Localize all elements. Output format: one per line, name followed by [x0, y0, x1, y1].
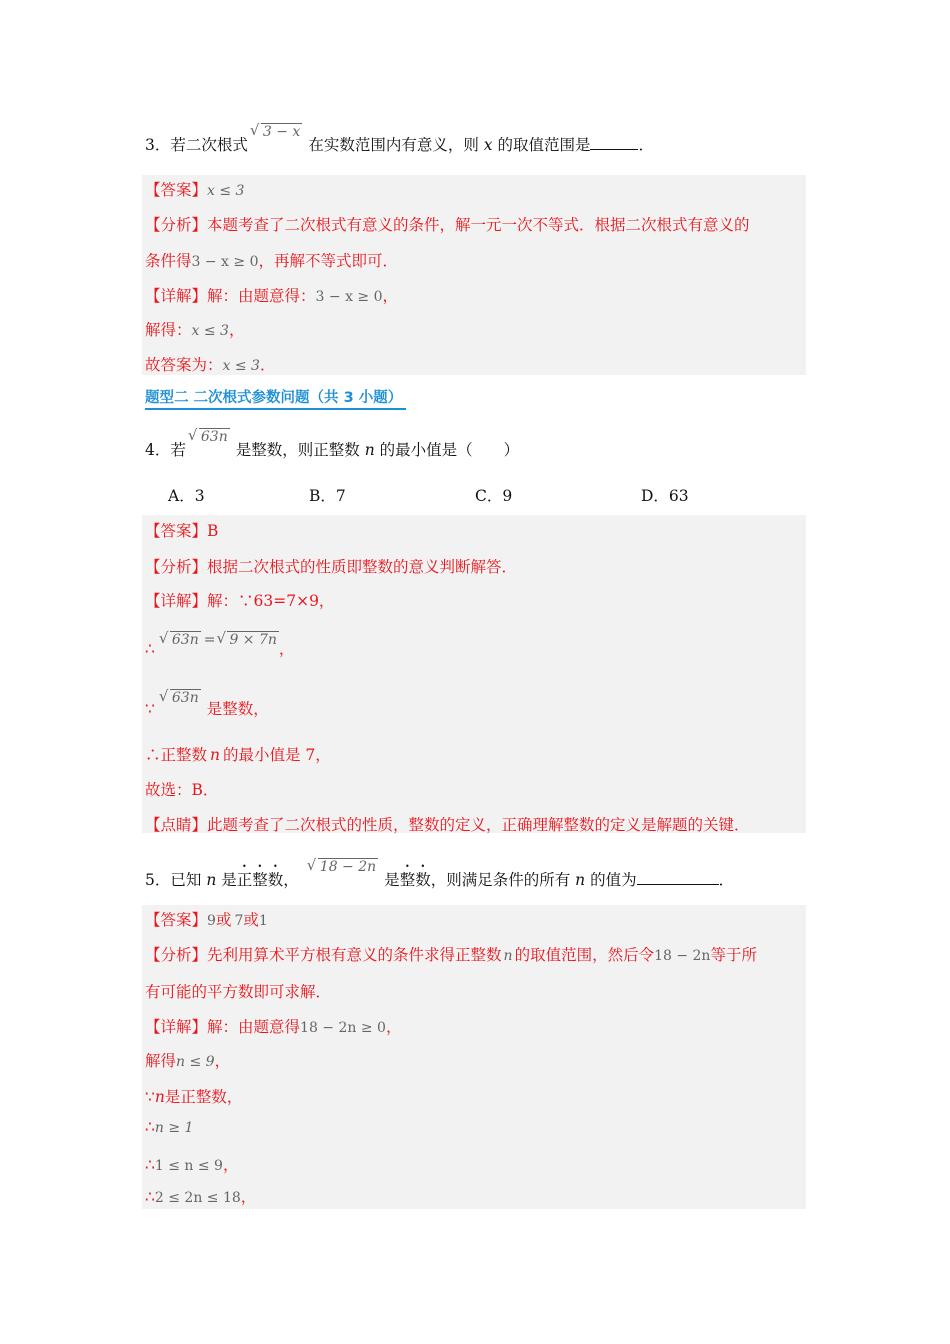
- detail-tag: 【详解】: [145, 592, 208, 610]
- detail-line-6: ∴2 ≤ 2n ≤ 18，: [145, 1188, 257, 1206]
- detail-line: 【详解】解：∵63=7×9，: [145, 592, 335, 610]
- detail-line-5: 故选：B．: [145, 781, 219, 799]
- detail-line: 【详解】解：由题意得18 − 2n ≥ 0，: [145, 1018, 402, 1036]
- solution-box-4: [142, 515, 806, 833]
- section-title: 题型二 二次根式参数问题（共 3 小题）: [145, 386, 402, 407]
- inequality: 3 − x ≥ 0: [191, 254, 259, 270]
- emphasized-text: 正整数: [236, 871, 284, 889]
- answer-tag: 【答案】: [145, 911, 208, 929]
- question-4: [145, 429, 520, 460]
- therefore-symbol: ∴: [145, 640, 155, 658]
- question-text: 在实数范围内有意义，则: [308, 136, 479, 154]
- analysis-text: 本题考查了二次根式有意义的条件，解一元一次不等式．根据二次根式有意义的: [207, 216, 750, 234]
- question-5: [145, 859, 735, 890]
- answer-value: B: [207, 522, 219, 540]
- answer-line: 【答案】9或 7或1: [145, 911, 268, 929]
- detail-line-3: 故答案为：x ≤ 3．: [145, 356, 276, 374]
- question-text: 是: [221, 871, 237, 889]
- variable-n: n: [206, 871, 217, 889]
- analysis-tag: 【分析】: [145, 946, 208, 964]
- detail-line: 【详解】解：由题意得：3 − x ≥ 0，: [145, 287, 399, 305]
- solution-box-3: [142, 175, 806, 375]
- comment-tag: 【点睛】: [145, 816, 208, 834]
- comment-text: 此题考查了二次根式的性质，整数的定义，正确理解整数的定义是解题的关键．: [207, 816, 750, 834]
- option-c: C．9: [475, 487, 513, 505]
- analysis-text: 根据二次根式的性质即整数的意义判断解答．: [207, 558, 518, 576]
- question-number: 5．: [145, 871, 171, 889]
- variable-x: x: [483, 136, 493, 154]
- option-d: D．63: [641, 487, 689, 505]
- answer-line: [145, 178, 244, 200]
- detail-line-4: ∴n ≥ 1: [145, 1118, 194, 1136]
- option-a: A．3: [168, 487, 205, 505]
- question-text: 的最小值是（ ）: [379, 441, 520, 459]
- question-text: 的取值范围是: [497, 136, 591, 154]
- analysis-tag: 【分析】: [145, 216, 208, 234]
- analysis-line-2: 条件得3 − x ≥ 0，再解不等式即可．: [145, 252, 399, 270]
- radical-expression: √ 63n: [190, 429, 230, 445]
- radical-expression: √ 3 − x: [252, 124, 302, 140]
- radical-expression: √ 18 − 2n: [309, 859, 378, 875]
- detail-line-5: ∴1 ≤ n ≤ 9，: [145, 1156, 239, 1174]
- solution-box-5: [142, 905, 806, 1209]
- detail-line-4: ∴正整数 n 的最小值是 7，: [145, 746, 331, 764]
- question-number: 4．: [145, 441, 171, 459]
- analysis-line: [145, 555, 517, 577]
- emphasized-text: 整数: [399, 871, 431, 889]
- period: ．: [638, 136, 654, 154]
- detail-tag: 【详解】: [145, 287, 208, 305]
- question-text: ，则满足条件的所有: [430, 871, 571, 889]
- radical-left: √ 63n: [161, 632, 201, 648]
- answer-tag: 【答案】: [145, 181, 208, 199]
- answer-line: [145, 519, 218, 541]
- analysis-line-2: 有可能的平方数即可求解．: [145, 983, 332, 1001]
- radical-right: √ 9 × 7n: [218, 632, 278, 648]
- comment-line: [145, 813, 750, 835]
- period: ．: [718, 871, 735, 889]
- detail-line-2: 解得n ≤ 9，: [145, 1052, 231, 1070]
- inequality: 3 − x ≥ 0: [315, 289, 383, 305]
- question-text: 若: [170, 441, 186, 459]
- question-text: 是: [384, 871, 400, 889]
- variable-n: n: [575, 871, 586, 889]
- question-number: 3．: [145, 136, 171, 154]
- analysis-line: [145, 213, 750, 235]
- option-b: B．7: [309, 487, 346, 505]
- detail-line-2: ∴√ 63n =√ 9 × 7n ，: [145, 627, 294, 649]
- analysis-line: 【分析】先利用算术平方根有意义的条件求得正整数 n 的取值范围，然后令18 − 2n等于所: [145, 946, 757, 964]
- comma: ，: [283, 871, 299, 889]
- detail-line-2: 解得：x ≤ 3，: [145, 321, 245, 339]
- question-text: 是整数，则正整数: [235, 441, 360, 459]
- answer-blank: [637, 870, 719, 885]
- answer-value: x ≤ 3: [207, 183, 245, 199]
- because-symbol: ∵: [145, 700, 155, 718]
- question-3: [145, 124, 654, 155]
- answer-tag: 【答案】: [145, 522, 208, 540]
- question-text: 的值为: [590, 871, 637, 889]
- variable-n: n: [364, 441, 375, 459]
- question-text: 已知: [170, 871, 202, 889]
- radical-expression: √ 63n: [161, 690, 201, 706]
- detail-line-3: ∵n是正整数，: [145, 1088, 243, 1106]
- question-text: 若二次根式: [170, 136, 248, 154]
- detail-line-3: ∵√ 63n是整数，: [145, 685, 269, 707]
- answer-blank: [590, 135, 638, 150]
- detail-tag: 【详解】: [145, 1018, 208, 1036]
- analysis-tag: 【分析】: [145, 558, 208, 576]
